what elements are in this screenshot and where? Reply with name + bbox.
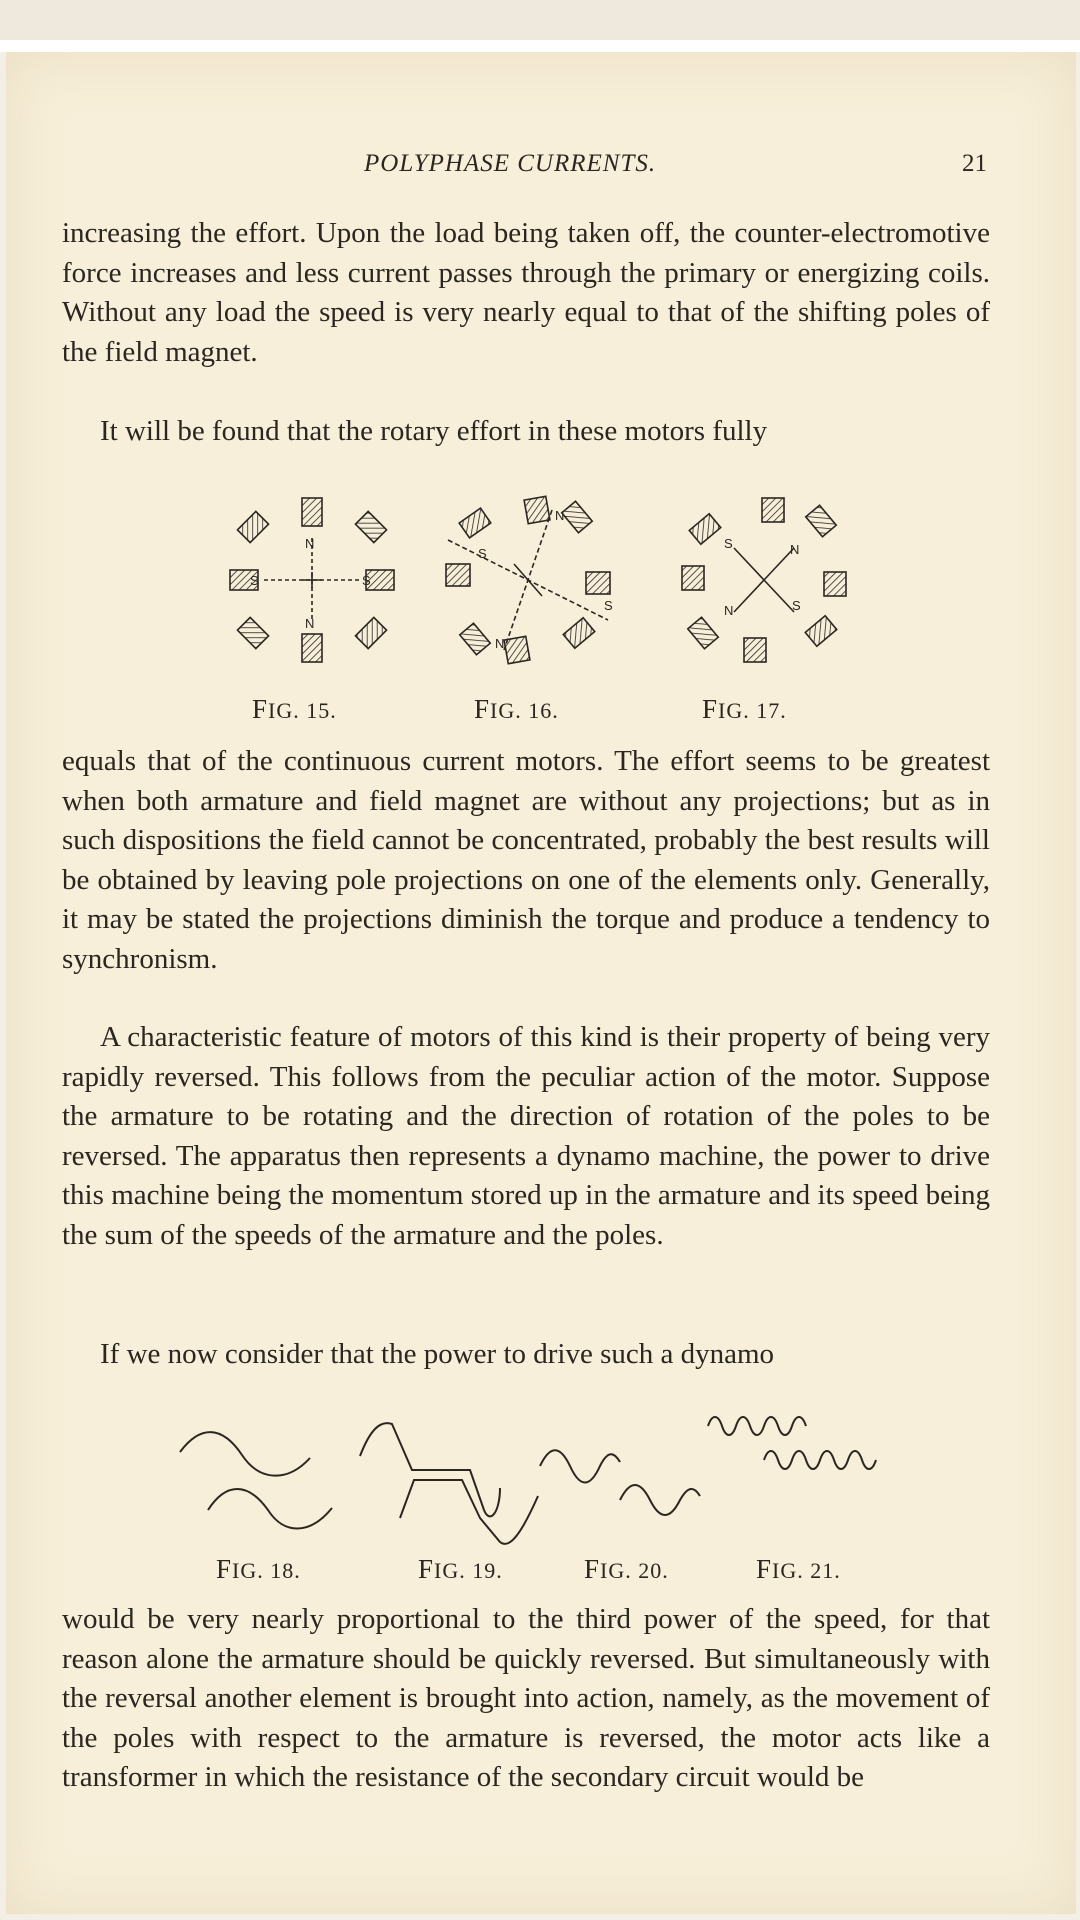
- page-number: 21: [962, 150, 987, 177]
- pole-block: [302, 498, 322, 526]
- motor-pole-diagrams: [0, 480, 1080, 680]
- fig-21-wave: [764, 1451, 876, 1469]
- scan-edge: [0, 40, 1080, 52]
- fig-19-wave: [360, 1423, 500, 1516]
- pole-block: [824, 572, 846, 596]
- pole-label-s: S: [362, 573, 371, 588]
- pole-label-s: S: [478, 546, 487, 561]
- figure-18-caption: FIG. 18.: [216, 1554, 301, 1584]
- paragraph-1: increasing the effort. Upon the load being taken off, the counter-electromotive force increases and less current passes through the primary or energizing coils. Without any load the speed is very nearly equal to that of the shifting poles of the field magnet.: [62, 217, 990, 368]
- pole-label-n: N: [305, 536, 315, 551]
- pole-block: [744, 638, 766, 662]
- running-title: POLYPHASE CURRENTS.: [364, 150, 657, 177]
- pole-label-n: N: [555, 508, 565, 523]
- pole-block: [237, 511, 268, 542]
- pole-block: [562, 501, 593, 532]
- paragraph-2: It will be found that the rotary effort in these motors fully: [100, 415, 768, 447]
- fig-20-wave: [620, 1485, 700, 1515]
- figure-21-caption: FIG. 21.: [756, 1554, 841, 1584]
- pole-label-s: S: [604, 598, 613, 613]
- current-wave-diagrams: [0, 1400, 1080, 1550]
- pole-block: [459, 508, 491, 538]
- fig-20-wave: [540, 1450, 620, 1482]
- pole-block: [355, 617, 386, 648]
- figure-15-caption: FIG. 15.: [252, 694, 337, 724]
- pole-block: [762, 498, 784, 522]
- fig-18-wave: [180, 1432, 310, 1476]
- pole-block: [460, 623, 491, 654]
- pole-label-s: S: [250, 573, 259, 588]
- pole-block: [563, 618, 594, 649]
- paragraph-3: equals that of the continuous current motors. The effort seems to be greatest when both armature and field magnet are without any projections; but as in such dispositions the field cannot be concentrated, probably the best results will be obtained by leaving pole projections on one of the elements only. Generally, it may be stated the projections diminish the torque and produce a tendency to synchronism.: [62, 745, 990, 975]
- figure-19-caption: FIG. 19.: [418, 1554, 503, 1584]
- pole-block: [524, 496, 550, 523]
- pole-block: [446, 564, 470, 586]
- fig-16-diagram: [446, 496, 610, 663]
- pole-label-n: N: [790, 542, 800, 557]
- pole-block: [682, 566, 704, 590]
- pole-block: [237, 617, 268, 648]
- scan-top-strip: [0, 0, 1080, 40]
- pole-label-s: S: [724, 536, 733, 551]
- fig-17-diagram: [682, 498, 846, 662]
- pole-label-n: N: [305, 616, 315, 631]
- figures-18-21: [0, 1400, 1080, 1600]
- pole-block: [806, 505, 837, 536]
- pole-label-s: S: [792, 598, 801, 613]
- fig-21-wave: [708, 1417, 806, 1435]
- pole-block: [688, 617, 719, 648]
- figure-16-caption: FIG. 16.: [474, 694, 559, 724]
- pole-block: [805, 616, 836, 647]
- pole-label-n: N: [495, 636, 505, 651]
- page-header: [0, 150, 1080, 190]
- paragraph-5: If we now consider that the power to drive such a dynamo: [100, 1338, 775, 1370]
- figure-17-caption: FIG. 17.: [702, 694, 787, 724]
- figures-15-17: [0, 480, 1080, 724]
- figure-20-caption: FIG. 20.: [584, 1554, 669, 1584]
- fig-19-wave: [400, 1480, 538, 1544]
- pole-label-n: N: [724, 603, 734, 618]
- fig-18-wave: [208, 1489, 332, 1529]
- paragraph-4: A characteristic feature of motors of this kind is their property of being very rapidly reversed. This follows from the peculiar action of the motor. Suppose the armature to be rotating and the direction of rotation of the poles to be reversed. The apparatus then represents a dynamo machine, the power to drive this machine being the momentum stored up in the armature and its speed being the sum of the speeds of the armature and the poles.: [62, 1021, 990, 1251]
- pole-block: [302, 634, 322, 662]
- paragraph-6: would be very nearly proportional to the third power of the speed, for that reason alone the armature should be quickly reversed. But simultaneously with the reversal another element is brought into action, namely, as the movement of the poles with respect to the armature is reversed, the motor acts like a transformer in which the resistance of the secondary circuit would be: [62, 1603, 990, 1793]
- pole-block: [355, 511, 386, 542]
- pole-block: [689, 514, 720, 545]
- pole-block: [586, 572, 610, 594]
